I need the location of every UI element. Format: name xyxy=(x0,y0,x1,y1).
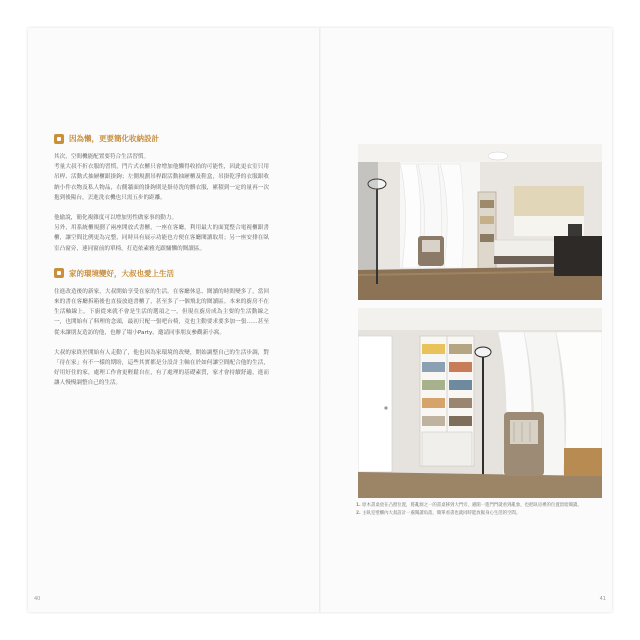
bedroom-photo-drawing xyxy=(358,144,602,300)
square-bullet-icon xyxy=(54,268,64,278)
page-number-right: 41 xyxy=(599,596,606,602)
caption-text: 原木書桌放在凸窗位置，將亂源之一的書桌移到大門旁，避開一進門門就看到亂象，也把臥房裡的位置留給閱讀。 xyxy=(362,503,582,508)
caption-text: 主臥室壁櫃內大叔設計一處閱讀角落，簡單看書也就同時能放鬆身心生活的空間。 xyxy=(362,511,521,516)
paragraph: 其次，空間機能配置要符合生活習慣。 xyxy=(54,154,150,160)
left-page-text xyxy=(54,133,269,399)
book-spread xyxy=(28,28,612,612)
photo-caption-1 xyxy=(356,502,604,510)
section-heading-1-text: 因為懶，更要簡化收納設計 xyxy=(69,134,159,143)
paragraph: 另外，用系統櫃規劃了兩座開放式書櫃，一座在客廳，利用最大的面寬整合電視櫃跟書櫃，讓空間比例更為完整，同時具有展示功能也方便在客廳閱讀取用；另一座安排在臥室凸窗旁，連同窗前的單椅，打造依素雅光跟慵懶的閱讀區。 xyxy=(54,225,269,252)
paragraph: 住進改造後的新家，大叔開始享受在家的生活。在客廳休息、閱讀的時間變多了，當回來的書在客廳拆箱後也直接放進書櫃了，甚至多了一個飛北的閱讀區。本來的廚房不在生活軸線上，下廚從來就不會是生活的選項之一，但現在廚房成為主要的生活動線之一，也開始有了料理的念頭，最初只配一張吧台椅，竟也主動要求要多加一張……甚至從未讓朋友造訪的他，也辦了場小Party，邀請同事朋友參觀新小窩。 xyxy=(54,288,269,336)
section-heading-2-text: 家的環境變好，大叔也愛上生活 xyxy=(69,268,174,278)
caption-number: 2. xyxy=(356,511,361,516)
paragraph: 他偷說，簡化複雜度可以增加男性做家事的動力。 xyxy=(54,215,178,222)
living-room-photo xyxy=(358,308,602,498)
book-gutter xyxy=(319,28,321,612)
section-heading-2 xyxy=(54,268,269,279)
square-bullet-icon xyxy=(54,134,64,144)
caption-number: 1. xyxy=(356,503,361,508)
paragraph: 考量大叔不折衣服的習慣，門片式衣櫃只會增加他懶得收拾的可能性，因此更衣室只用吊桿、活動式抽屜櫃跟掛鉤；左側規劃吊桿跟活動抽屜櫃及鞋盒，吊掛乾淨的衣服跟收納小件衣物及私人物品，右側牆面的掛鉤則是掛待洗的髒衣服，累積到一定的量再一次抱到後陽台，丟進洗衣機也只需五步的距離。 xyxy=(54,164,269,201)
living-room-photo-drawing xyxy=(358,308,602,498)
paragraph: 大叔的家終於開始有人走動了，他也因為家環境的改變，開始調整自己的生活步調，對「待在家」有不一樣的期盼，這些其實都是分設計主軸在於如何讓空間配合他的生活，好用好住的家，處理工作會更輕鬆自在，有了處理的基礎素質，家才會持續舒適，進而讓人慢慢調整自己的生活。 xyxy=(54,349,269,387)
bedroom-photo xyxy=(358,144,602,300)
photo-caption-2 xyxy=(356,510,604,518)
page-number-left: 40 xyxy=(34,596,41,602)
section-heading-1 xyxy=(54,133,269,144)
